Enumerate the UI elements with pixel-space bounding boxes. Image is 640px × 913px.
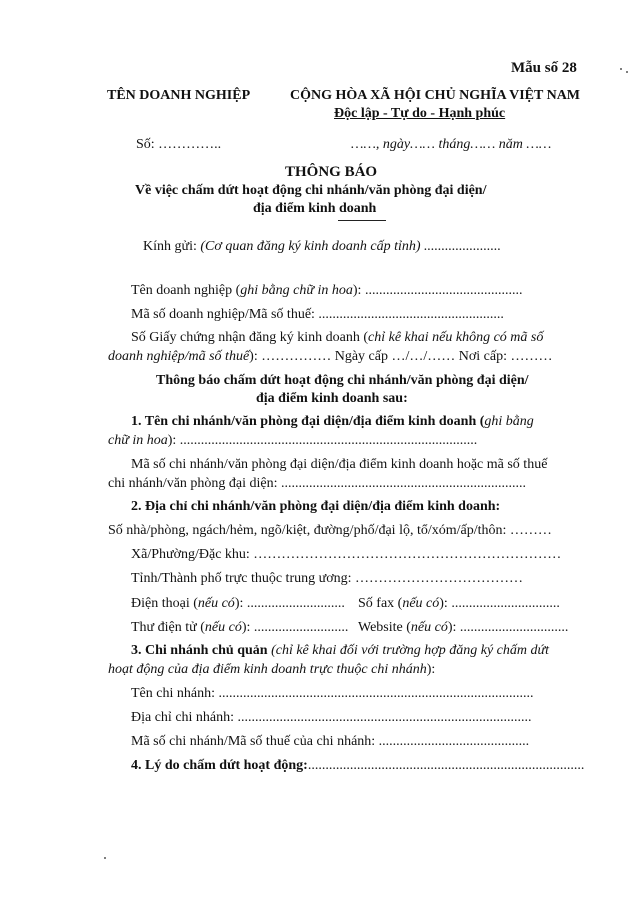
enterprise-name-header: TÊN DOANH NGHIỆP (107, 88, 251, 103)
fax-hint: nếu có (402, 596, 440, 611)
nation-title: CỘNG HÒA XÃ HỘI CHỦ NGHĨA VIỆT NAM (290, 88, 581, 103)
section1-hint: chữ in hoa (108, 433, 168, 448)
tax-code-field: Mã số doanh nghiệp/Mã số thuế: ..................................................... (131, 307, 504, 322)
section3-branch-code: Mã số chi nhánh/Mã số thuế của chi nhánh: ........................................... (131, 734, 530, 749)
recipient-value: (Cơ quan đăng ký kinh doanh cấp tỉnh) ...................... (200, 239, 502, 254)
section2-fax (358, 596, 560, 612)
field-hint: doanh nghiệp/mã số thuế (108, 349, 250, 364)
section1-code-line2: chi nhánh/văn phòng đại diện: ...................................................................... (108, 476, 527, 491)
section3-hint: (chỉ kê khai đối với trường hợp đăng ký chấm dứt (267, 643, 550, 658)
document-subtitle-line2 (253, 201, 376, 217)
section2-website (358, 620, 568, 636)
website-tail: ): ............................... (447, 620, 569, 635)
section3-branch-name: Tên chi nhánh: .......................................................................................... (131, 686, 534, 701)
motto: Độc lập - Tự do - Hạnh phúc (334, 106, 506, 121)
phone-hint: nếu có (197, 596, 235, 611)
field-label: Tên doanh nghiệp ( (131, 283, 241, 298)
fax-tail: ): ............................... (439, 596, 560, 611)
section1-heading (131, 414, 534, 430)
subtitle-underline (338, 220, 386, 221)
email-hint: nếu có (204, 620, 242, 635)
section1-heading-text: 1. Tên chi nhánh/văn phòng đại diện/địa điểm kinh doanh ( (131, 414, 485, 429)
scan-speck (104, 857, 106, 859)
section3-branch-address: Địa chỉ chi nhánh: .................................................................................... (131, 710, 532, 725)
fax-label: Số fax ( (358, 596, 403, 611)
section3-hint: hoạt động của địa điểm kinh doanh trực thuộc chi nhánh (108, 662, 427, 677)
section3-heading (131, 643, 549, 659)
recipient-line (143, 239, 501, 255)
recipient-label: Kính gửi: (143, 239, 201, 254)
phone-tail: ): ............................ (234, 596, 345, 611)
section3-heading-cont (108, 662, 435, 678)
enterprise-name-field (131, 283, 522, 299)
email-label: Thư điện tử ( (131, 620, 205, 635)
field-tail: ): ............................................. (352, 283, 523, 298)
field-hint: chỉ kê khai nếu không có mã số (368, 330, 544, 345)
notice-heading-line2: địa điểm kinh doanh sau: (256, 391, 408, 406)
section1-hint: ghi bằng (484, 414, 534, 429)
section1-tail: ): ..................................................................................... (167, 433, 478, 448)
notice-heading-line1: Thông báo chấm dứt hoạt động chi nhánh/văn phòng đại diện/ (156, 373, 529, 388)
section4-tail: ............................................................................... (307, 758, 585, 773)
section2-email (131, 620, 348, 636)
field-tail: ): …………… Ngày cấp …/…/…… Nơi cấp: ……… (249, 349, 553, 364)
scan-speck (626, 71, 628, 73)
section3-heading-text: 3. Chi nhánh chủ quản (131, 643, 268, 658)
document-title: THÔNG BÁO (285, 164, 378, 180)
website-label: Website ( (358, 620, 411, 635)
subtitle-text: địa điểm kinh doanh (253, 201, 377, 216)
section2-heading: 2. Địa chỉ chi nhánh/văn phòng đại diện/địa điểm kinh doanh: (131, 499, 501, 514)
section2-phone (131, 596, 345, 612)
phone-label: Điện thoại ( (131, 596, 198, 611)
section4-heading-text: 4. Lý do chấm dứt hoạt động: (131, 758, 308, 773)
website-hint: nếu có (410, 620, 448, 635)
section4-heading (131, 758, 584, 774)
scan-speck (620, 68, 622, 70)
form-number: Mẫu số 28 (511, 60, 577, 76)
document-subtitle-line1: Về việc chấm dứt hoạt động chi nhánh/văn phòng đại diện/ (135, 183, 487, 198)
section1-code-line1: Mã số chi nhánh/văn phòng đại diện/địa điểm kinh doanh hoặc mã số thuế (131, 457, 548, 472)
email-tail: ): ........................... (241, 620, 349, 635)
section2-province: Tỉnh/Thành phố trực thuộc trung ương: ……………………………… (131, 571, 523, 586)
certificate-field-line2 (108, 349, 552, 365)
certificate-field-line1 (131, 330, 543, 346)
field-hint: ghi bằng chữ in hoa (240, 283, 353, 298)
document-date: ……, ngày…… tháng…… năm …… (351, 137, 552, 152)
section3-tail: ): (426, 662, 436, 677)
field-label: Số Giấy chứng nhận đăng ký kinh doanh ( (131, 330, 368, 345)
document-number: Số: ………….. (136, 137, 222, 152)
section1-heading-cont (108, 433, 477, 449)
section2-street: Số nhà/phòng, ngách/hẻm, ngõ/kiệt, đường/phố/đại lộ, tổ/xóm/ấp/thôn: ……… (108, 523, 552, 538)
section2-ward: Xã/Phường/Đặc khu: ………………………………………………………… (131, 547, 562, 562)
